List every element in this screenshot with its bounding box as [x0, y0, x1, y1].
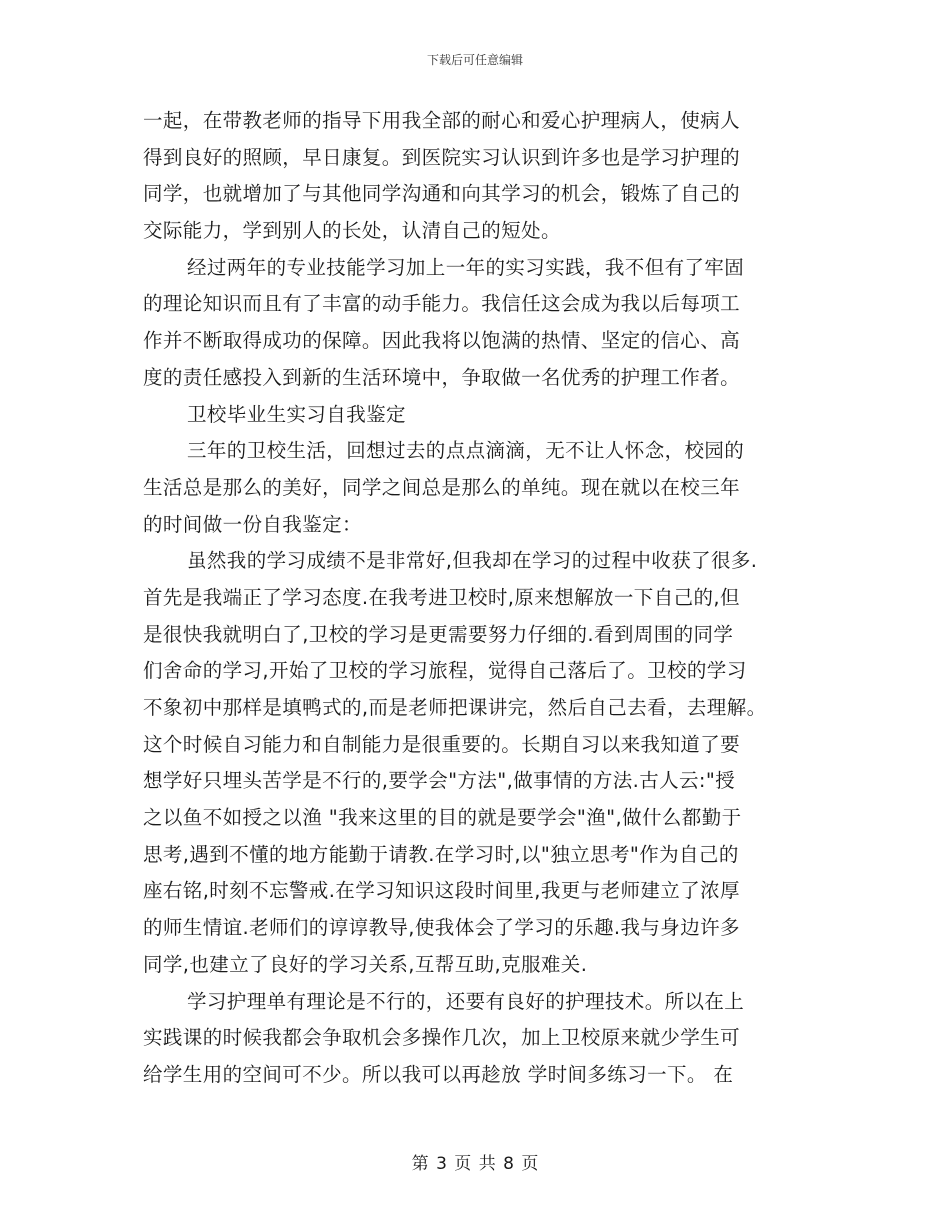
text-line: 思考,遇到不懂的地方能勤于请教.在学习时,以"独立思考"作为自己的 — [143, 842, 739, 866]
text-line: 实践课的时候我都会争取机会多操作几次，加上卫校原来就少学生可 — [143, 1026, 741, 1050]
text-line: 生活总是那么的美好，同学之间总是那么的单纯。现在就以在校三年 — [143, 475, 741, 499]
text-line: 不象初中那样是填鸭式的,而是老师把课讲完，然后自己去看，去理解。 — [143, 696, 767, 719]
text-line: 得到良好的照顾，早日康复。到医院实习认识到许多也是学习护理的 — [143, 145, 741, 169]
text-line: 给学生用的空间可不少。所以我可以再趁放 学时间多练习一下。 在 — [143, 1062, 734, 1086]
text-line: 的理论知识而且有了丰富的动手能力。我信任这会成为我以后每项工 — [143, 292, 741, 316]
text-line: 经过两年的专业技能学习加上一年的实习实践，我不但有了牢固 — [187, 255, 745, 279]
text-line: 的师生情谊.老师们的谆谆教导,使我体会了学习的乐趣.我与身边许多 — [143, 916, 740, 940]
text-line: 之以鱼不如授之以渔 "我来这里的目的就是要学会"渔",做什么都勤于 — [143, 806, 742, 830]
text-line: 度的责任感投入到新的生活环境中，争取做一名优秀的护理工作者。 — [143, 365, 741, 389]
text-line: 想学好只埋头苦学是不行的,要学会"方法",做事情的方法.古人云:"授 — [143, 769, 736, 793]
document-body — [143, 103, 813, 1094]
text-line: 作并不断取得成功的保障。因此我将以饱满的热情、坚定的信心、高 — [143, 329, 741, 353]
page-number: 第 3 页 共 8 页 — [411, 1154, 539, 1174]
text-line: 这个时候自习能力和自制能力是很重要的。长期自习以来我知道了要 — [143, 732, 741, 756]
text-line: 虽然我的学习成绩不是非常好,但我却在学习的过程中收获了很多. — [187, 549, 758, 573]
text-line: 们舍命的学习,开始了卫校的学习旅程，觉得自己落后了。卫校的学习 — [143, 659, 747, 683]
text-line: 同学,也建立了良好的学习关系,互帮互助,克服难关. — [143, 952, 588, 976]
text-line: 的时间做一份自我鉴定： — [143, 512, 362, 536]
text-line: 学习护理单有理论是不行的，还要有良好的护理技术。所以在上 — [187, 989, 745, 1013]
text-line: 同学，也就增加了与其他同学沟通和向其学习的机会，锻炼了自己的 — [143, 182, 741, 206]
page-header: 下载后可任意编辑 — [426, 53, 523, 67]
text-line: 交际能力，学到别人的长处，认清自己的短处。 — [143, 219, 561, 243]
text-line: 是很快我就明白了,卫校的学习是更需要努力仔细的.看到周围的同学 — [143, 622, 734, 646]
text-line: 首先是我端正了学习态度.在我考进卫校时,原来想解放一下自己的,但 — [143, 585, 740, 609]
text-line: 一起，在带教老师的指导下用我全部的耐心和爱心护理病人，使病人 — [143, 109, 741, 132]
text-line: 座右铭,时刻不忘警戒.在学习知识这段时间里,我更与老师建立了浓厚 — [143, 879, 740, 903]
text-line: 三年的卫校生活，回想过去的点点滴滴，无不让人怀念，校园的 — [187, 439, 745, 463]
text-line: 卫校毕业生实习自我鉴定 — [187, 402, 406, 426]
